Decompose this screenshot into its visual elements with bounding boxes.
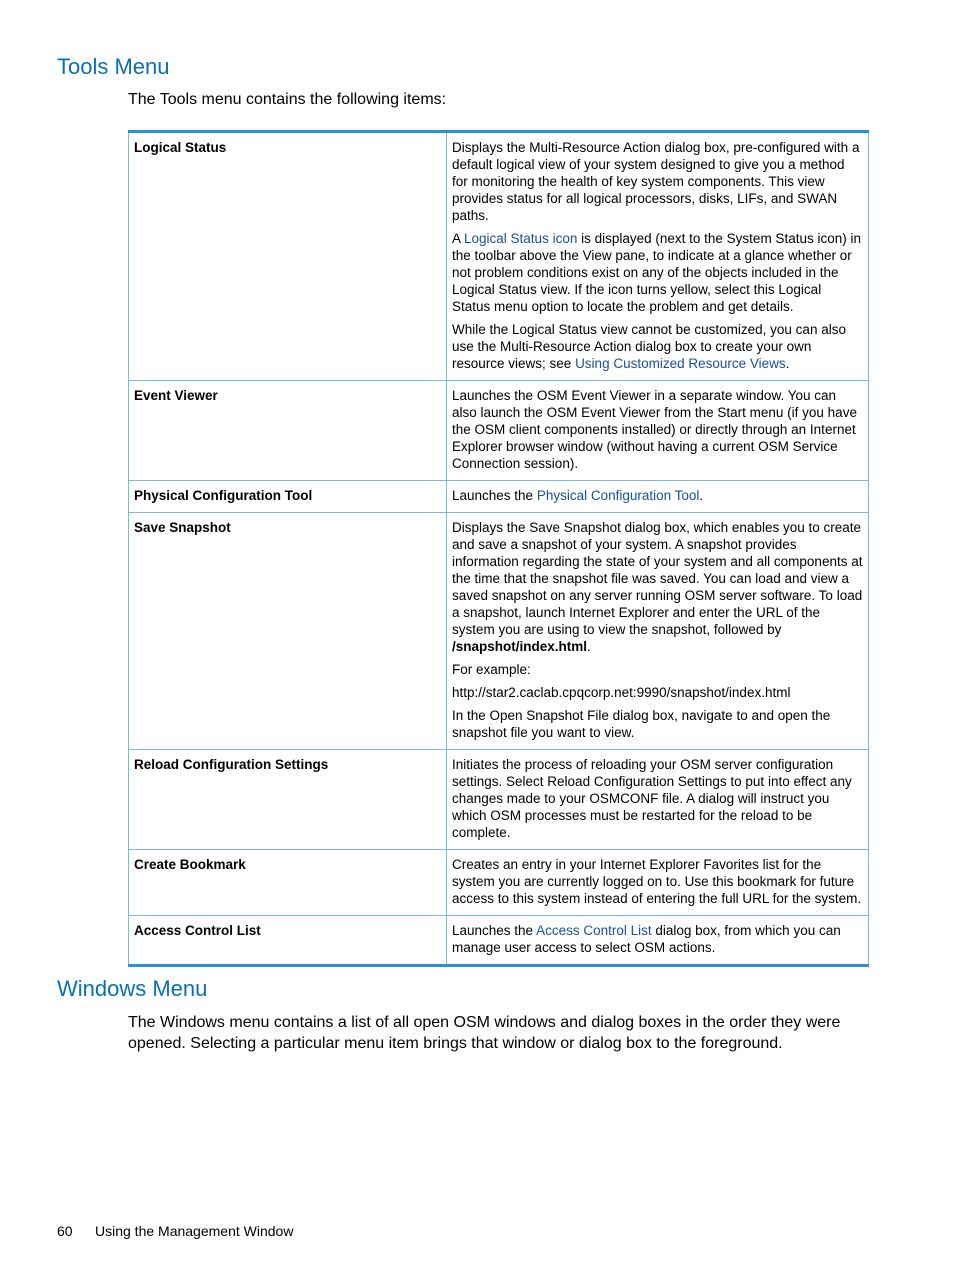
description-text: In the Open Snapshot File dialog box, navigate to and open the snapshot file you want to view.	[452, 708, 831, 740]
description-text: Displays the Multi-Resource Action dialog box, pre-configured with a default logical view of your system designed to give you a method for monitoring the health of key system components. This view provides status for all logical processors, disks, LIFs, and SWAN paths.	[452, 140, 860, 223]
item-term: Logical Status	[129, 132, 447, 381]
access-control-list-link[interactable]: Access Control List	[536, 923, 652, 938]
text-run: .	[699, 488, 704, 503]
physical-configuration-tool-link[interactable]: Physical Configuration Tool	[536, 488, 700, 503]
item-term: Reload Configuration Settings	[129, 750, 447, 850]
description-text	[452, 487, 863, 504]
description-text: Creates an entry in your Internet Explorer Favorites list for the system you are currently logged on to. Use this bookmark for future access to this system instead of entering the full URL for the system.	[452, 857, 862, 906]
item-description	[447, 916, 869, 966]
snapshot-path: /snapshot/index.html	[452, 639, 588, 654]
text-run: Launches the	[452, 923, 537, 938]
description-text	[452, 922, 863, 956]
table-row	[129, 750, 869, 850]
item-term: Save Snapshot	[129, 513, 447, 750]
item-description	[447, 850, 869, 916]
description-text: For example:	[452, 662, 531, 677]
item-description	[447, 481, 869, 513]
text-run: Launches the	[452, 488, 537, 503]
example-url: http://star2.caclab.cpqcorp.net:9990/snapshot/index.html	[452, 685, 791, 700]
table-row	[129, 132, 869, 381]
description-text: Initiates the process of reloading your OSM server configuration settings. Select Reload Configuration Settings to put into effect any changes made to your OSMCONF file. A dialog will instruct you which OSM processes must be restarted for the reload to be complete.	[452, 757, 852, 840]
table-row	[129, 481, 869, 513]
tools-menu-table	[128, 130, 869, 967]
item-description	[447, 132, 869, 381]
item-term: Access Control List	[129, 916, 447, 966]
table-row	[129, 916, 869, 966]
text-run: A	[452, 231, 465, 246]
description-text	[452, 519, 863, 655]
table-row	[129, 381, 869, 481]
text-run: is displayed (next to the System Status icon) in the toolbar above the View pane, to indicate at a glance whether or not problem conditions exist on any of the objects included in the Logical Status view. If the icon turns yellow, select this Logical Status menu option to locate the problem and get details.	[452, 231, 861, 314]
description-text: Launches the OSM Event Viewer in a separate window. You can also launch the OSM Event Viewer from the Start menu (if you have the OSM client components installed) or directly through an Internet Explorer browser window (without having a current OSM Service Connection session).	[452, 388, 857, 471]
item-term: Physical Configuration Tool	[129, 481, 447, 513]
windows-menu-heading: Windows Menu	[57, 976, 208, 1001]
text-run: .	[587, 639, 591, 654]
item-description	[447, 381, 869, 481]
item-term: Create Bookmark	[129, 850, 447, 916]
page-number: 60	[57, 1223, 73, 1239]
item-description	[447, 750, 869, 850]
table-row	[129, 850, 869, 916]
text-run: .	[785, 356, 790, 371]
table-row	[129, 513, 869, 750]
description-text	[452, 230, 863, 315]
item-term: Event Viewer	[129, 381, 447, 481]
description-text	[452, 321, 863, 372]
chapter-title: Using the Management Window	[95, 1223, 294, 1239]
text-run: dialog box, from which you can manage user access to select OSM actions.	[452, 923, 841, 955]
logical-status-icon-link[interactable]: Logical Status icon	[464, 231, 578, 246]
customized-resource-views-link[interactable]: Using Customized Resource Views	[575, 356, 786, 371]
text-run: While the Logical Status view cannot be customized, you can also use the Multi-Resource Action dialog box to create your own resource views; see	[452, 322, 846, 371]
tools-menu-heading: Tools Menu	[57, 54, 170, 79]
text-run: Displays the Save Snapshot dialog box, which enables you to create and save a snapshot of your system. A snapshot provides information regarding the state of your system and all components at the time that the snapshot file was saved. You can load and view a saved snapshot on any server running OSM server software. To load a snapshot, launch Internet Explorer and enter the URL of the system you are using to view the snapshot, followed by	[452, 520, 863, 637]
windows-menu-body: The Windows menu contains a list of all open OSM windows and dialog boxes in the order they were opened. Selecting a particular menu item brings that window or dialog box to the foreground.	[128, 1014, 841, 1052]
page-footer	[57, 1222, 293, 1240]
tools-menu-intro: The Tools menu contains the following items:	[128, 91, 447, 108]
item-description	[447, 513, 869, 750]
